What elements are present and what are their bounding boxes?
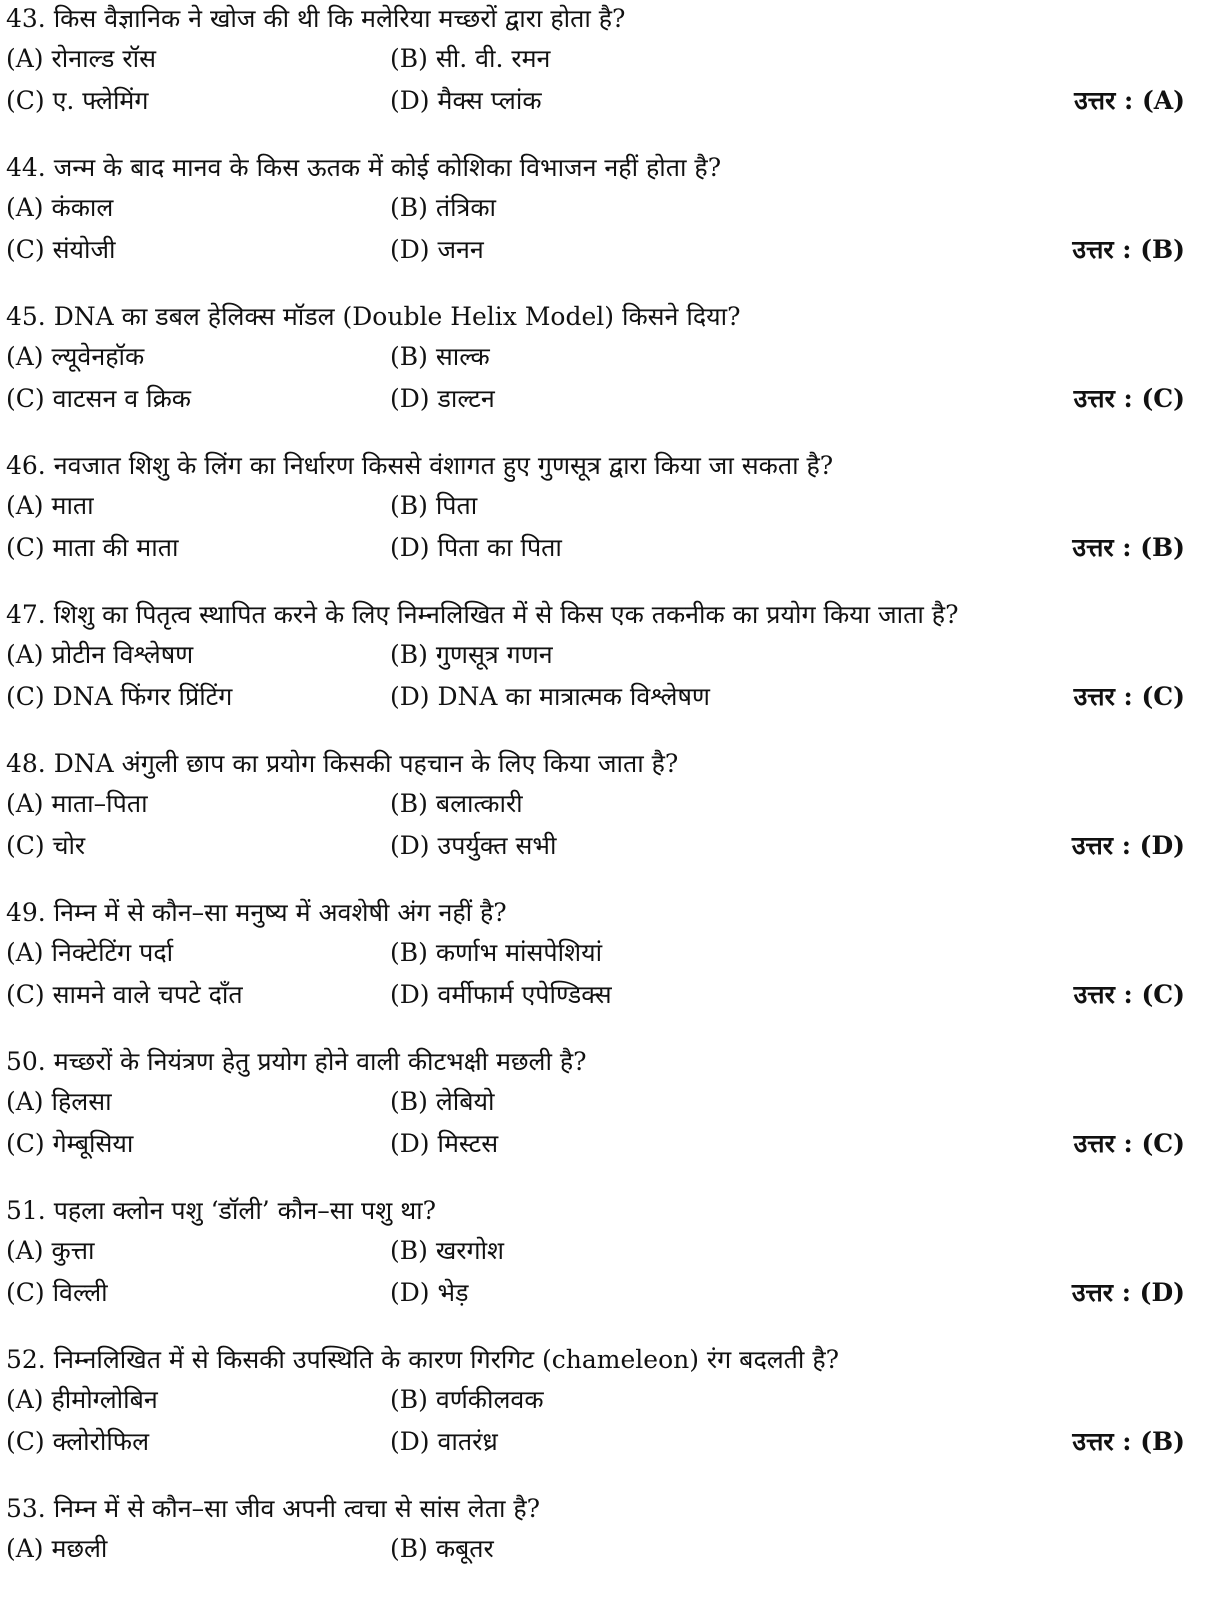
question-50	[0, 1043, 1221, 1173]
answer-label: उत्तर : (D)	[1071, 831, 1185, 860]
question-text: 43. किस वैज्ञानिक ने खोज की थी कि मलेरिया मच्छरों द्वारा होता है?	[6, 4, 626, 33]
option-b: (B) पिता	[390, 491, 478, 520]
question-text: 53. निम्न में से कौन–सा जीव अपनी त्वचा से सांस लेता है?	[6, 1494, 541, 1523]
question-43	[0, 0, 1221, 130]
question-52	[0, 1341, 1221, 1471]
option-a: (A) मछली	[6, 1534, 108, 1563]
option-d: (D) उपर्युक्त सभी	[390, 831, 557, 860]
option-b: (B) कर्णाभ मांसपेशियां	[390, 938, 603, 967]
answer-label: उत्तर : (C)	[1073, 384, 1185, 413]
option-a: (A) प्रोटीन विश्लेषण	[6, 640, 194, 669]
option-b: (B) साल्क	[390, 342, 490, 371]
option-b: (B) लेबियो	[390, 1087, 495, 1116]
option-c: (C) माता की माता	[6, 533, 179, 562]
question-text: 52. निम्नलिखित में से किसकी उपस्थिति के कारण गिरगिट (chameleon) रंग बदलती है?	[6, 1345, 840, 1374]
option-a: (A) ल्यूवेनहॉक	[6, 342, 145, 371]
option-c: (C) चोर	[6, 831, 86, 860]
question-text: 49. निम्न में से कौन–सा मनुष्य में अवशेषी अंग नहीं है?	[6, 898, 507, 927]
answer-label: उत्तर : (C)	[1073, 980, 1185, 1009]
option-b: (B) वर्णकीलवक	[390, 1385, 544, 1414]
option-a: (A) हिलसा	[6, 1087, 112, 1116]
question-text: 50. मच्छरों के नियंत्रण हेतु प्रयोग होने वाली कीटभक्षी मछली है?	[6, 1047, 587, 1076]
question-text: 48. DNA अंगुली छाप का प्रयोग किसकी पहचान के लिए किया जाता है?	[6, 749, 679, 778]
option-a: (A) माता–पिता	[6, 789, 148, 818]
question-49	[0, 894, 1221, 1024]
answer-label: उत्तर : (B)	[1072, 1427, 1185, 1456]
option-c: (C) गेम्बूसिया	[6, 1129, 134, 1158]
question-44	[0, 149, 1221, 279]
option-a: (A) कुत्ता	[6, 1236, 95, 1265]
option-b: (B) कबूतर	[390, 1534, 494, 1563]
question-text: 46. नवजात शिशु के लिंग का निर्धारण किससे वंशागत हुए गुणसूत्र द्वारा किया जा सकता है?	[6, 451, 834, 480]
answer-label: उत्तर : (C)	[1073, 1129, 1185, 1158]
option-a: (A) रोनाल्ड रॉस	[6, 44, 156, 73]
option-d: (D) डाल्टन	[390, 384, 495, 413]
option-d: (D) भेड़	[390, 1278, 469, 1307]
option-b: (B) गुणसूत्र गणन	[390, 640, 553, 669]
question-text: 44. जन्म के बाद मानव के किस ऊतक में कोई कोशिका विभाजन नहीं होता है?	[6, 153, 722, 182]
answer-label: उत्तर : (D)	[1071, 1278, 1185, 1307]
option-b: (B) सी. वी. रमन	[390, 44, 551, 73]
question-text: 45. DNA का डबल हेलिक्स मॉडल (Double Helix Model) किसने दिया?	[6, 302, 741, 331]
option-c: (C) क्लोरोफिल	[6, 1427, 150, 1456]
option-d: (D) पिता का पिता	[390, 533, 562, 562]
option-b: (B) तंत्रिका	[390, 193, 497, 222]
answer-label: उत्तर : (A)	[1074, 86, 1185, 115]
answer-label: उत्तर : (C)	[1073, 682, 1185, 711]
option-d: (D) वातरंध्र	[390, 1427, 498, 1456]
option-a: (A) निक्टेटिंग पर्दा	[6, 938, 174, 967]
question-46	[0, 447, 1221, 577]
question-text: 51. पहला क्लोन पशु ‘डॉली’ कौन–सा पशु था?	[6, 1196, 437, 1225]
option-d: (D) मिस्टस	[390, 1129, 499, 1158]
option-c: (C) विल्ली	[6, 1278, 108, 1307]
question-47	[0, 596, 1221, 726]
option-d: (D) जनन	[390, 235, 484, 264]
option-c: (C) वाटसन व क्रिक	[6, 384, 192, 413]
option-c: (C) सामने वाले चपटे दाँत	[6, 980, 243, 1009]
answer-label: उत्तर : (B)	[1072, 235, 1185, 264]
option-d: (D) मैक्स प्लांक	[390, 86, 542, 115]
option-c: (C) संयोजी	[6, 235, 116, 264]
question-51	[0, 1192, 1221, 1322]
answer-label: उत्तर : (B)	[1072, 533, 1185, 562]
option-b: (B) खरगोश	[390, 1236, 505, 1265]
option-c: (C) ए. फ्लेमिंग	[6, 86, 149, 115]
option-a: (A) माता	[6, 491, 94, 520]
option-b: (B) बलात्कारी	[390, 789, 523, 818]
question-53	[0, 1490, 1221, 1590]
option-d: (D) वर्मीफार्म एपेण्डिक्स	[390, 980, 612, 1009]
question-48	[0, 745, 1221, 875]
option-c: (C) DNA फिंगर प्रिंटिंग	[6, 682, 233, 711]
question-45	[0, 298, 1221, 428]
option-a: (A) हीमोग्लोबिन	[6, 1385, 158, 1414]
question-text: 47. शिशु का पितृत्व स्थापित करने के लिए निम्नलिखित में से किस एक तकनीक का प्रयोग किया जाता है?	[6, 600, 959, 629]
option-a: (A) कंकाल	[6, 193, 114, 222]
option-d: (D) DNA का मात्रात्मक विश्लेषण	[390, 682, 711, 711]
